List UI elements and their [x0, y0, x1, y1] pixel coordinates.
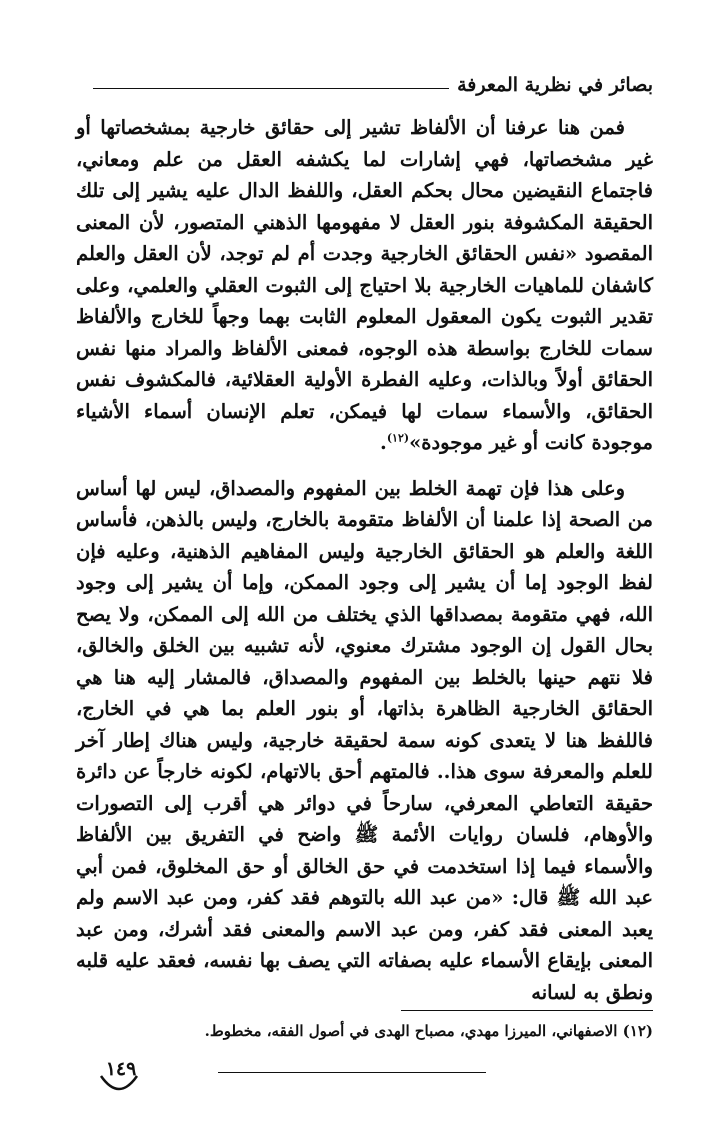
running-header [93, 60, 653, 96]
footnote-reference[interactable]: (١٢) [386, 431, 410, 445]
footnote: (١٢) الاصفهاني، الميرزا مهدي، مصباح الهدى في أصول الفقه، مخطوط. [204, 1022, 653, 1040]
page-number [96, 1058, 146, 1102]
footnote-rule [401, 1010, 653, 1011]
paragraph-1 [76, 112, 653, 459]
paragraph-2-text: وعلى هذا فإن تهمة الخلط بين المفهوم والمصداق، ليس لها أساس من الصحة إذا علمنا أن الألفاظ متقومة بالخارج، وليس بالذهن، فأساس اللغة والعلم هو الحقائق الخارجية وليس المفاهيم الذهنية، وعليه فإن لفظ الوجود إما أن يشير إلى وجود الممكن، وإما أن يشير إلى وجود الله، فهي متقومة بمصداقها الذي يختلف من الله إلى الممكن، ولا يصح بحال القول إن الوجود مشترك معنوي، لأنه تشبيه بين الخلق والخالق، فلا نتهم حينها بالخلط بين المفهوم والمصداق، فالمشار إليه هنا هي الحقائق الخارجية الظاهرة بذاتها، أو بنور العلم بما هي في الخارج، فاللفظ هنا لا يتعدى كونه سمة لحقيقة خارجية، وليس هناك إطار آخر للعلم والمعرفة سوى هذا.. فالمتهم أحق بالاتهام، لكونه خارجاً عن دائرة حقيقة التعاطي المعرفي، سارحاً في دوائر هي أقرب إلى التصورات والأوهام، فلسان روايات الأئمة ﷺ واضح في التفريق بين الألفاظ والأسماء فيما إذا استخدمت في حق الخالق أو حق المخلوق، فمن أبي عبد الله ﷺ قال: «من عبد الله بالتوهم فقد كفر، ومن عبد الاسم ولم يعبد المعنى فقد كفر، ومن عبد الاسم والمعنى فقد أشرك، ومن عبد المعنى بإيقاع الأسماء عليه بصفاته التي يصف بها نفسه، فعقد عليه قلبه ونطق به لسانه [76, 476, 653, 1004]
body-text [76, 112, 653, 1008]
running-title: بصائر في نظرية المعرفة [457, 74, 653, 96]
page-number-text: ١٤٩ [105, 1058, 137, 1080]
header-rule [93, 88, 449, 89]
bottom-rule [218, 1072, 486, 1073]
paragraph-2 [76, 473, 653, 1009]
paragraph-1-end: . [380, 431, 387, 454]
paragraph-1-text: فمن هنا عرفنا أن الألفاظ تشير إلى حقائق خارجية بمشخصاتها أو غير مشخصاتها، فهي إشارات لما يكشفه العقل من علم ومعاني، فاجتماع النقيضين محال بحكم العقل، واللفظ الدال عليه يشير إلى تلك الحقيقة المكشوفة بنور العقل لا مفهومها الذهني المتصور، لأن المعنى المقصود «نفس الحقائق الخارجية وجدت أم لم توجد، لأن العقل والعلم كاشفان للماهيات الخارجية بلا احتياج إلى الثبوت العقلي والعلمي، وعلى تقدير الثبوت يكون المعقول المعلوم الثابت بهما وجهاً للخارج والألفاظ سمات للخارج بواسطة هذه الوجوه، فمعنى الألفاظ والمراد منها نفس الحقائق أولاً وبالذات، وعليه الفطرة الأولية العقلائية، فالمكشوف نفس الحقائق، والأسماء سمات لها فيمكن، تعلم الإنسان أسماء الأشياء موجودة كانت أو غير موجودة» [76, 116, 653, 454]
